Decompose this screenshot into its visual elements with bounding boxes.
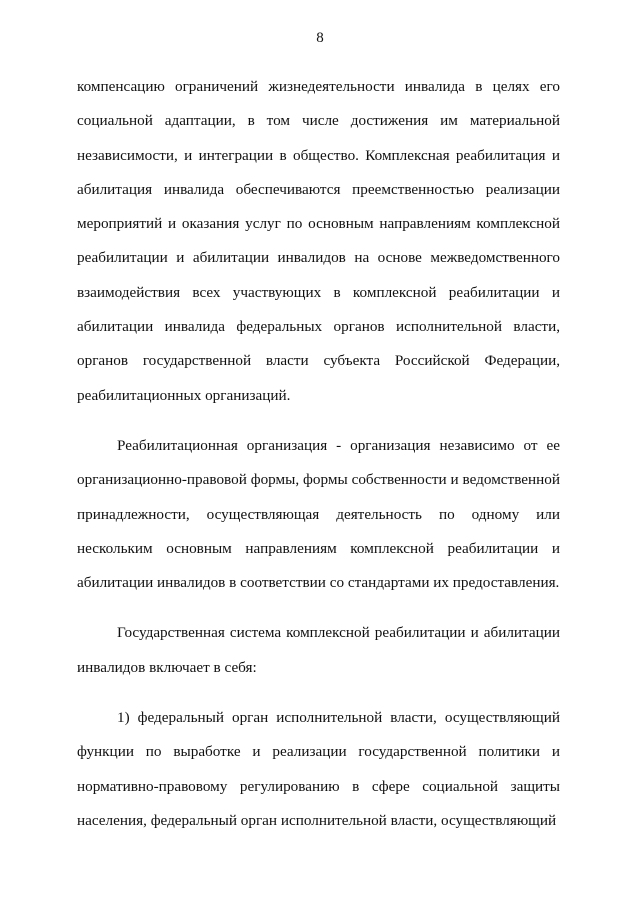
paragraph-state-system: Государственная система комплексной реабилитации и абилитации инвалидов включает в себя: [77,624,560,676]
page-number: 8 [316,30,324,46]
paragraph-list-item-1: 1) федеральный орган исполнительной власти, осуществляющий функции по выработке и реализации государственной политики и нормативно-правовому регулированию в сфере социальной защиты населения, федеральный орган исполнительной власти, осуществляющий [77,709,560,829]
paragraph-continuation: компенсацию ограничений жизнедеятельности инвалида в целях его социальной адаптации, в том числе достижения им материальной независимости, и интеграции в общество. Комплексная реабилитация и абилитация инвалида обеспечиваются преемственностью реализации мероприятий и оказания услуг по основным направлениям комплексной реабилитации и абилитации инвалидов на основе межведомственного взаимодействия всех участвующих в комплексной реабилитации и абилитации инвалида федеральных органов исполнительной власти, органов государственной власти субъекта Российской Федерации, реабилитационных организаций. [77,78,560,404]
document-body [77,70,560,854]
paragraph-rehabilitation-organization: Реабилитационная организация - организация независимо от ее организационно-правовой формы, формы собственности и ведомственной принадлежности, осуществляющая деятельность по одному или нескольким основным направлениям комплексной реабилитации и абилитации инвалидов в соответствии со стандартами их предоставления. [77,436,560,592]
